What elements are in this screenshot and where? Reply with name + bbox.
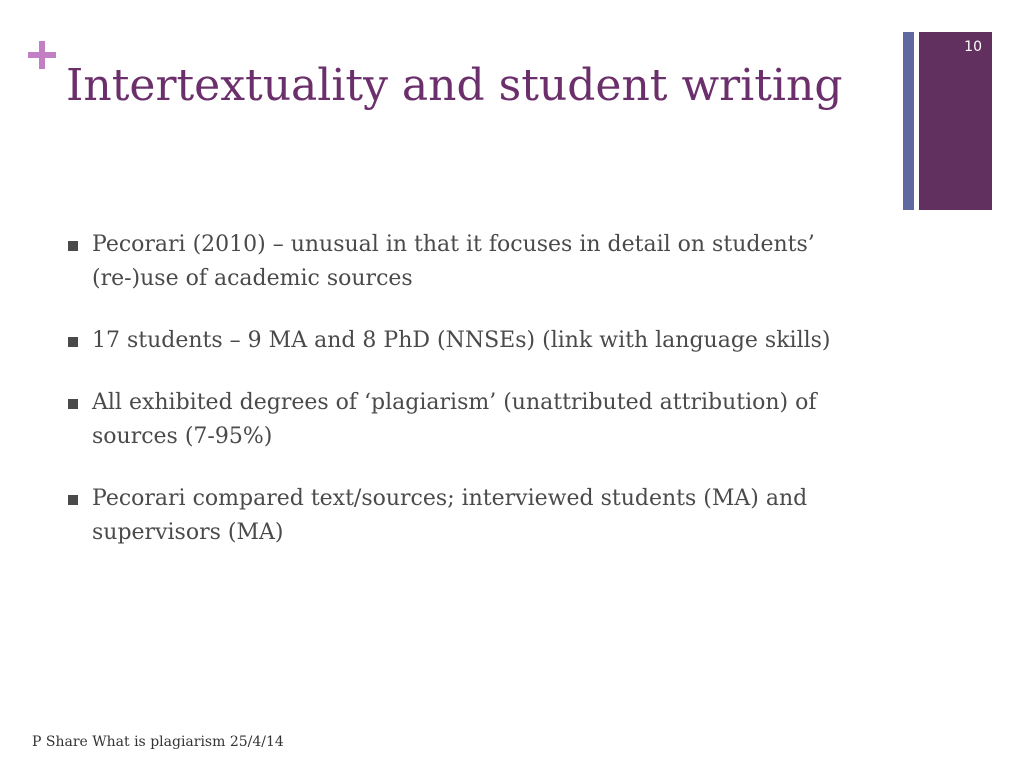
page-number: 10 (964, 39, 982, 55)
bullet-text: Pecorari compared text/sources; interviewed students (MA) and supervisors (MA) (92, 486, 808, 545)
accent-stripe (903, 32, 914, 210)
plus-icon-vertical-bar (39, 41, 45, 69)
bullet-item (66, 324, 886, 358)
square-bullet-icon (68, 495, 78, 505)
square-bullet-icon (68, 399, 78, 409)
slide-footer: P Share What is plagiarism 25/4/14 (32, 734, 284, 750)
bullet-list (66, 228, 886, 578)
plus-icon (28, 41, 58, 71)
bullet-text: All exhibited degrees of ‘plagiarism’ (unattributed attribution) of sources (7-95%) (92, 390, 817, 449)
bullet-item (66, 228, 886, 296)
bullet-item (66, 482, 886, 550)
slide-title: Intertextuality and student writing (66, 60, 843, 111)
square-bullet-icon (68, 337, 78, 347)
square-bullet-icon (68, 241, 78, 251)
bullet-text: 17 students – 9 MA and 8 PhD (NNSEs) (link with language skills) (92, 328, 831, 353)
bullet-item (66, 386, 886, 454)
bullet-text: Pecorari (2010) – unusual in that it focuses in detail on students’ (re-)use of academic sources (92, 232, 815, 291)
page-number-box (919, 32, 992, 210)
